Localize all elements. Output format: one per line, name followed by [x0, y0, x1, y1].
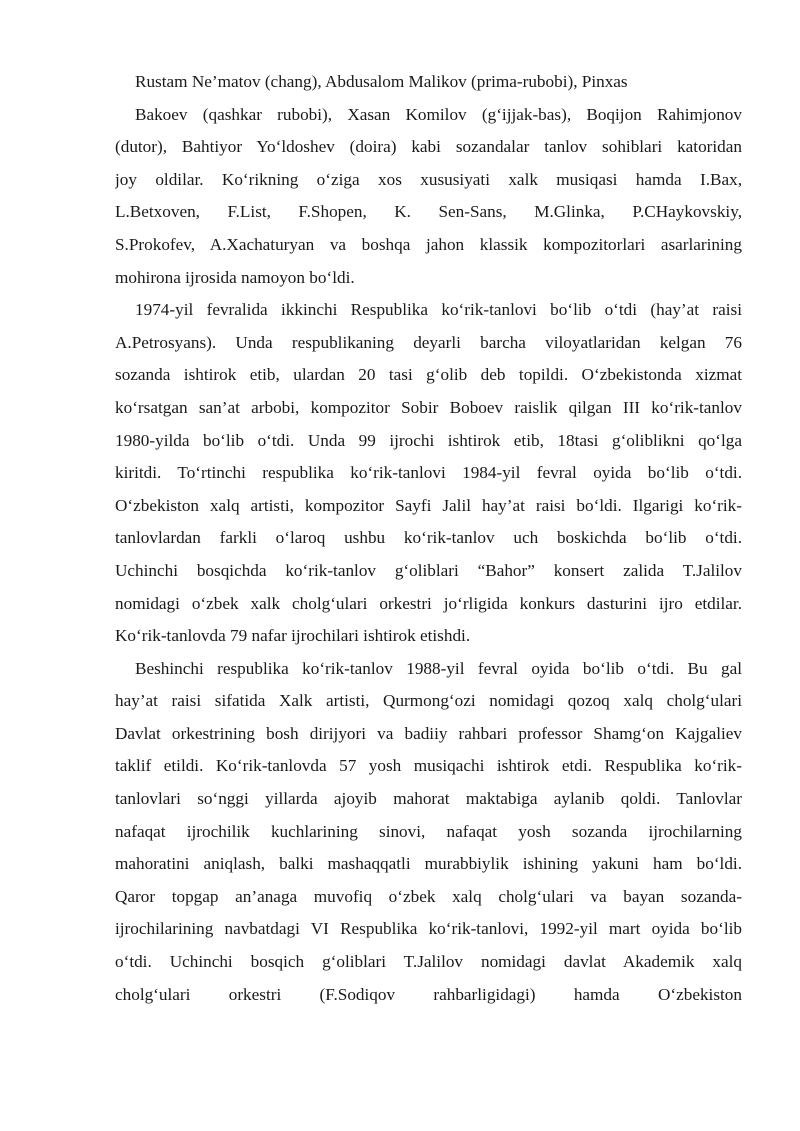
text-line: Bakoev (qashkar rubobi), Xasan Komilov (g‘ijjak-bas), Boqijon Rahimjonov [135, 104, 742, 124]
text-line: mahoratini aniqlash, balki mashaqqatli murabbiylik ishining yakuni ham bo‘ldi. [115, 854, 742, 874]
text-line: nafaqat ijrochilik kuchlarining sinovi, nafaqat yosh sozanda ijrochilarning [115, 821, 742, 841]
text-line: mohirona ijrosida namoyon bo‘ldi. [115, 267, 355, 287]
text-line: tanlovlari so‘nggi yillarda ajoyib mahorat maktabiga aylanib qoldi. Tanlovlar [115, 789, 742, 809]
text-line: o‘tdi. Uchinchi bosqich g‘oliblari T.Jalilov nomidagi davlat Akademik xalq [115, 952, 742, 972]
text-line: joy oldilar. Ko‘rikning o‘ziga xos xususiyati xalk musiqasi hamda I.Bax, [115, 169, 742, 189]
text-line: 1974-yil fevralida ikkinchi Respublika ko‘rik-tanlovi bo‘lib o‘tdi (hay’at raisi [135, 300, 742, 320]
text-line: hay’at raisi sifatida Xalk artisti, Qurmong‘ozi nomidagi qozoq xalq cholg‘ulari [115, 691, 742, 711]
text-line: (dutor), Bahtiyor Yo‘ldoshev (doira) kabi sozandalar tanlov sohiblari katoridan [115, 137, 742, 157]
text-line: taklif etildi. Ko‘rik-tanlovda 57 yosh musiqachi ishtirok etdi. Respublika ko‘rik- [115, 756, 742, 776]
text-line: Rustam Ne’matov (chang), Abdusalom Malikov (prima-rubobi), Pinxas [135, 72, 628, 91]
text-line: kiritdi. To‘rtinchi respublika ko‘rik-tanlovi 1984-yil fevral oyida bo‘lib o‘tdi. [115, 463, 742, 483]
text-line: Beshinchi respublika ko‘rik-tanlov 1988-yil fevral oyida bo‘lib o‘tdi. Bu gal [135, 658, 742, 678]
text-line: 1980-yilda bo‘lib o‘tdi. Unda 99 ijrochi ishtirok etib, 18tasi g‘oliblikni qo‘lga [115, 430, 742, 450]
text-line: ko‘rsatgan san’at arbobi, kompozitor Sobir Boboev raislik qilgan III ko‘rik-tanlov [115, 397, 742, 417]
text-line: O‘zbekiston xalq artisti, kompozitor Sayfi Jalil hay’at raisi bo‘ldi. Ilgarigi ko‘rik- [115, 495, 742, 515]
text-line: ijrochilarining navbatdagi VI Respublika ko‘rik-tanlovi, 1992-yil mart oyida bo‘lib [115, 919, 742, 939]
text-line: Uchinchi bosqichda ko‘rik-tanlov g‘oliblari “Bahor” konsert zalida T.Jalilov [115, 560, 742, 580]
text-line: A.Petrosyans). Unda respublikaning deyarli barcha viloyatlaridan kelgan 76 [115, 332, 742, 352]
text-line: L.Betxoven, F.List, F.Shopen, K. Sen-Sans, M.Glinka, P.CHaykovskiy, [115, 202, 742, 222]
text-line: S.Prokofev, A.Xachaturyan va boshqa jahon klassik kompozitorlari asarlarining [115, 234, 742, 254]
text-line: nomidagi o‘zbek xalk cholg‘ulari orkestri jo‘rligida konkurs dasturini ijro etdilar. [115, 593, 742, 613]
text-line: cholg‘ulari orkestri (F.Sodiqov rahbarligidagi) hamda O‘zbekiston [115, 984, 742, 1004]
text-line: sozanda ishtirok etib, ulardan 20 tasi g‘olib deb topildi. O‘zbekistonda xizmat [115, 365, 742, 385]
text-line: Ko‘rik-tanlovda 79 nafar ijrochilari ishtirok etishdi. [115, 626, 471, 646]
text-line: tanlovlardan farkli o‘laroq ushbu ko‘rik-tanlov uch boskichda bo‘lib o‘tdi. [115, 528, 742, 548]
text-line: Qaror topgap an’anaga muvofiq o‘zbek xalq cholg‘ulari va bayan sozanda- [115, 886, 742, 906]
document-page [115, 66, 742, 1011]
text-line: Davlat orkestrining bosh dirijyori va badiiy rahbari professor Shamg‘on Kajgaliev [115, 723, 742, 743]
